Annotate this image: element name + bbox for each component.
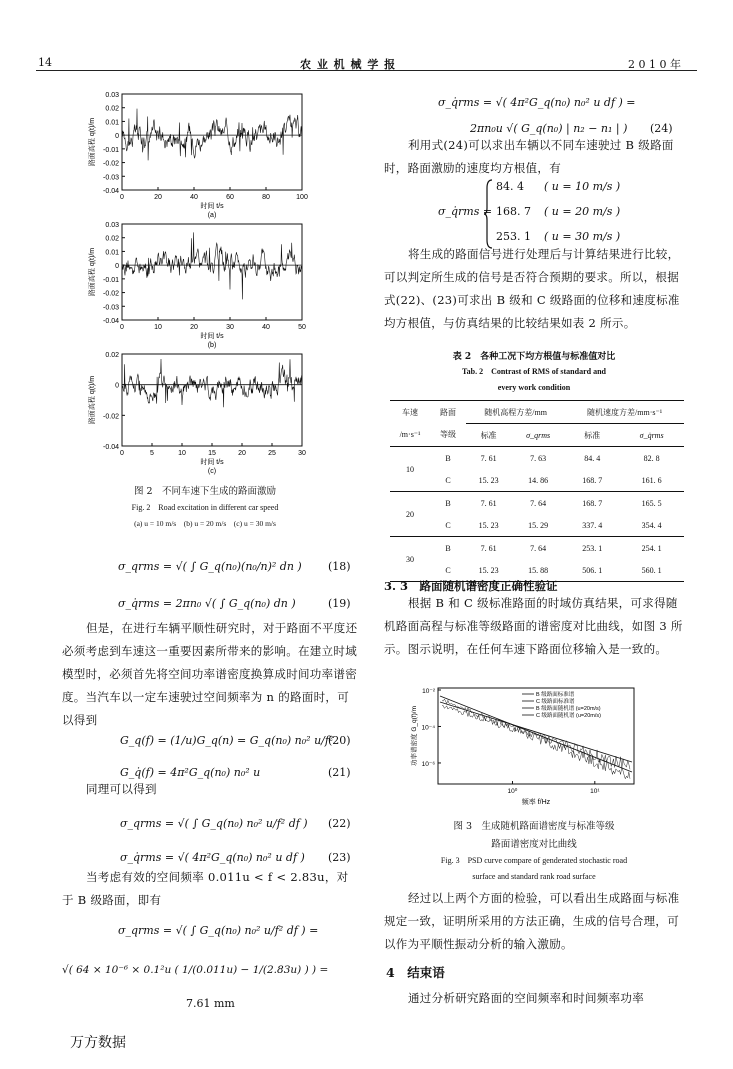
fig3-caption-en-2: surface and standard rank road surface xyxy=(472,872,596,881)
case-2-value: 168. 7 xyxy=(496,205,531,218)
table-cell: C xyxy=(445,520,451,530)
case-2-cond: ( u = 20 m/s ) xyxy=(544,205,621,218)
th-height-var: 随机高程方差/mm xyxy=(484,407,547,417)
fig3-psd-chart xyxy=(408,682,640,810)
table-cell: 7. 61 xyxy=(480,543,497,553)
cases-brace xyxy=(484,178,494,250)
table-body xyxy=(390,447,684,582)
eq-23-no: (23) xyxy=(328,851,351,864)
table-cell: 15. 23 xyxy=(478,475,499,485)
right-paragraph-2: 将生成的路面信号进行处理后与计算结果进行比较，可以判定所生成的信号是否符合预期的要求。所以，根据式(22)、(23)可求出 B 级和 C 级路面的位移和速度标准均方根值，与仿真结果的比较结果如表 2 所示。 xyxy=(384,247,680,330)
table-cell: 7. 64 xyxy=(530,498,547,508)
y-tick-label: 0.03 xyxy=(105,222,119,229)
table-cell: B xyxy=(445,498,451,508)
x-tick-label: 40 xyxy=(262,324,270,331)
y-tick-label: -0.04 xyxy=(103,318,119,325)
eq-19-no: (19) xyxy=(328,597,351,610)
eq-24-line2: 2πn₀u √( G_q(n₀) | n₂ − n₁ | ) xyxy=(470,122,628,135)
case-1-cond: ( u = 10 m/s ) xyxy=(544,180,621,193)
th-speed: 车速 xyxy=(402,407,418,417)
y-axis-label: 路面高程 q(t)/m xyxy=(89,117,96,167)
left-paragraph-1: 但是，在进行车辆平顺性研究时，对于路面不平度还必须考虑到车速这一重要因素所带来的影响。在建立时域模型时，必须首先将空间功率谱密度换算成时间功率谱密度。当汽车以一定车速驶过空间频率为 n 的路面时，可以得到 xyxy=(62,621,358,727)
y-tick-label: -0.03 xyxy=(103,304,119,312)
eq-24-line1: σ_q̇rms = √( 4π²G_q(n₀) n₀² u df ) = xyxy=(438,96,636,109)
y-tick-label: 0 xyxy=(115,382,119,390)
table-title-cn: 表 2 各种工况下均方根值与标准值对比 xyxy=(452,352,616,362)
fig3-caption-en: Fig. 3 PSD curve compare of genderated stochastic road xyxy=(440,856,628,865)
eq-24b: √( 64 × 10⁻⁶ × 0.1²u ( 1/(0.011u) − 1/(2.83u) ) ) = xyxy=(62,964,329,976)
table-cell: 15. 29 xyxy=(528,520,549,530)
fig3-caption-cn: 图 3 生成随机路面谱密度与标准等级 xyxy=(453,821,615,832)
section-4-title: 4 结束语 xyxy=(386,965,445,980)
y-tick-label: 0.01 xyxy=(105,249,119,257)
table-cell: C xyxy=(445,565,451,575)
legend-label: B 级路面随机谱 (u=20m/s) xyxy=(536,706,601,712)
x-tick-label: 10 xyxy=(154,324,162,331)
case-1-value: 84. 4 xyxy=(496,180,524,193)
y-tick-label: 10⁻⁴ xyxy=(421,724,435,732)
eq-23: σ_q̇rms = √( 4π²G_q(n₀) n₀² u df ) xyxy=(120,851,305,864)
x-tick-label: 10⁰ xyxy=(507,788,518,795)
th-road-grade: 等级 xyxy=(440,430,456,440)
x-tick-label: 10¹ xyxy=(590,788,600,795)
x-tick-label: 50 xyxy=(298,324,306,331)
th-road: 路面 xyxy=(440,407,456,417)
road-signal-line xyxy=(122,109,302,161)
x-tick-label: 40 xyxy=(190,194,198,201)
y-tick-label: 0.01 xyxy=(105,119,119,127)
table-cell: 253. 1 xyxy=(582,543,603,553)
table-cell: 7. 61 xyxy=(480,498,497,508)
th-sim-2: σ_q̇rms xyxy=(619,424,684,447)
table-cell: 7. 63 xyxy=(530,453,547,463)
table-row xyxy=(390,492,684,515)
eq-22-no: (22) xyxy=(328,817,351,830)
y-axis-label: 路面高程 q(t)/m xyxy=(89,247,96,297)
road-signal-line xyxy=(122,232,302,299)
fig2-caption-cn: 图 2 不同车速下生成的路面激励 xyxy=(133,486,277,497)
legend-label: C 级路面标准谱 xyxy=(536,699,575,705)
table-cell: 82. 8 xyxy=(643,453,660,463)
fig2-caption-subs: (a) u = 10 m/s (b) u = 20 m/s (c) u = 30 m/s xyxy=(134,519,276,528)
x-tick-label: 20 xyxy=(154,194,162,201)
table-cell: 165. 5 xyxy=(641,498,662,508)
x-axis-label: 频率 f/Hz xyxy=(521,799,551,806)
left-paragraph-3: 当考虑有效的空间频率 0.011u < f < 2.83u，对于 B 级路面，即有 xyxy=(62,870,349,907)
th-sim-1: σ_qrms xyxy=(511,424,565,447)
table-row xyxy=(390,469,684,492)
x-tick-label: 30 xyxy=(298,450,306,457)
table-cell: 7. 64 xyxy=(530,543,547,553)
fig2-caption-en: Fig. 2 Road excitation in different car speed xyxy=(131,503,279,512)
eq-19: σ_q̇rms = 2πn₀ √( ∫ G_q(n₀) dn ) xyxy=(118,597,296,610)
x-tick-label: 0 xyxy=(120,450,124,457)
eq-21-no: (21) xyxy=(328,766,351,779)
th-velocity-var: 随机速度方差/mm·s⁻¹ xyxy=(587,407,663,417)
rms-table xyxy=(390,400,684,582)
x-tick-label: 60 xyxy=(226,194,234,201)
y-tick-label: 0.02 xyxy=(105,105,119,113)
y-axis-label: 功率谱密度 G_q(f)/m xyxy=(411,706,418,766)
table-title-en: Tab. 2 Contrast of RMS of standard and xyxy=(462,367,606,376)
panel-tag: (b) xyxy=(207,342,217,349)
eq-18: σ_qrms = √( ∫ G_q(n₀)(n₀/n)² dn ) xyxy=(118,560,302,573)
case-3-cond: ( u = 30 m/s ) xyxy=(544,230,621,243)
right-paragraph-3: 根据 B 和 C 级标准路面的时域仿真结果，可求得随机路面高程与标准等级路面的谱密度对比曲线，如图 3 所示。图示说明，在任何车速下路面位移输入是一致的。 xyxy=(384,596,683,656)
th-std-2: 标准 xyxy=(565,424,619,447)
x-tick-label: 15 xyxy=(208,450,216,457)
x-axis-label: 时间 t/s xyxy=(200,459,224,466)
y-tick-label: 0 xyxy=(115,133,119,141)
y-tick-label: -0.02 xyxy=(103,290,119,298)
right-paragraph-4: 经过以上两个方面的检验，可以看出生成路面与标准规定一致，证明所采用的方法正确，生成的信号合理，可以作为平顺性振动分析的输入激励。 xyxy=(384,891,680,951)
table-cell: 7. 61 xyxy=(480,453,497,463)
y-tick-label: 0 xyxy=(115,263,119,271)
table-cell: 506. 1 xyxy=(582,565,603,575)
journal-title: 农 业 机 械 学 报 xyxy=(300,58,397,71)
fig3-caption-cn-2: 路面谱密度对比曲线 xyxy=(491,839,577,850)
eq-24a: σ_qrms = √( ∫ G_q(n₀) n₀² u/f² df ) = xyxy=(118,924,319,937)
table-cell: 168. 7 xyxy=(582,498,603,508)
x-tick-label: 10 xyxy=(178,450,186,457)
table-cell: 15. 88 xyxy=(528,565,549,575)
eq-24-no: (24) xyxy=(650,122,673,135)
x-tick-label: 5 xyxy=(150,450,154,457)
x-tick-label: 30 xyxy=(226,324,234,331)
year: 2 0 1 0 年 xyxy=(628,58,681,71)
y-tick-label: 0.03 xyxy=(105,92,119,99)
table-cell: 337. 4 xyxy=(582,520,603,530)
table-cell: 168. 7 xyxy=(582,475,603,485)
y-tick-label: -0.01 xyxy=(103,276,119,284)
table-title-en-2: every work condition xyxy=(497,383,571,392)
header-rule xyxy=(36,70,697,71)
table-cell: 254. 1 xyxy=(641,543,662,553)
left-paragraph-2: 同理可以得到 xyxy=(86,782,157,796)
table-cell: 84. 4 xyxy=(584,453,601,463)
right-paragraph-5: 通过分析研究路面的空间频率和时间频率功率 xyxy=(408,991,644,1005)
legend-label: B 级路面标准谱 xyxy=(536,692,575,698)
table-cell: 161. 6 xyxy=(641,475,662,485)
table-cell: 14. 86 xyxy=(528,475,549,485)
x-tick-label: 25 xyxy=(268,450,276,457)
y-axis-label: 路面高程 q(t)/m xyxy=(89,375,96,425)
x-tick-label: 20 xyxy=(238,450,246,457)
x-axis-label: 时间 t/s xyxy=(200,333,224,340)
eq-18-no: (18) xyxy=(328,560,351,573)
table-cell: B xyxy=(445,453,451,463)
x-tick-label: 0 xyxy=(120,324,124,331)
road-signal-line xyxy=(122,359,302,407)
case-3-value: 253. 1 xyxy=(496,230,531,243)
speed-cell: 30 xyxy=(406,554,414,564)
y-tick-label: 10⁻⁶ xyxy=(421,760,435,768)
eq-21: G_q̇(f) = 4π²G_q(n₀) n₀² u xyxy=(120,766,261,779)
eq-22: σ_qrms = √( ∫ G_q(n₀) n₀² u/f² df ) xyxy=(120,817,308,830)
legend-label: C 级路面随机谱 (u=20m/s) xyxy=(536,713,601,719)
table-row xyxy=(390,537,684,560)
y-tick-label: 0.02 xyxy=(105,352,119,359)
table-row xyxy=(390,514,684,537)
eq-24c: 7.61 mm xyxy=(186,997,235,1010)
eq-20-no: (20) xyxy=(328,734,351,747)
y-tick-label: 0.02 xyxy=(105,235,119,243)
panel-tag: (c) xyxy=(207,468,217,475)
speed-cell: 20 xyxy=(406,509,414,519)
table-cell: 354. 4 xyxy=(641,520,662,530)
x-tick-label: 0 xyxy=(120,194,124,201)
table-cell: B xyxy=(445,543,451,553)
x-axis-label: 时间 t/s xyxy=(200,203,224,210)
table-cell: 560. 1 xyxy=(641,565,662,575)
x-tick-label: 80 xyxy=(262,194,270,201)
x-tick-label: 100 xyxy=(296,194,308,201)
th-std-1: 标准 xyxy=(466,424,511,447)
page-number: 14 xyxy=(38,56,52,69)
y-tick-label: -0.02 xyxy=(103,413,119,421)
y-tick-label: -0.04 xyxy=(103,188,119,195)
y-tick-label: -0.03 xyxy=(103,174,119,182)
y-tick-label: 10⁻² xyxy=(422,688,435,695)
y-tick-label: -0.01 xyxy=(103,146,119,154)
speed-cell: 10 xyxy=(406,464,414,474)
cases-lhs: σ_q̇rms = xyxy=(438,205,493,218)
x-tick-label: 20 xyxy=(190,324,198,331)
y-tick-label: -0.02 xyxy=(103,160,119,168)
panel-tag: (a) xyxy=(207,212,217,219)
eq-20: G_q(f) = (1/u)G_q(n) = G_q(n₀) n₀² u/f² xyxy=(120,734,334,747)
th-speed-unit: /m·s⁻¹ xyxy=(399,430,421,440)
table-cell: C xyxy=(445,475,451,485)
panel-frame xyxy=(122,354,302,446)
table-row xyxy=(390,447,684,470)
table-cell: 15. 23 xyxy=(478,565,499,575)
section-3-3-title: 3. 3 路面随机谱密度正确性验证 xyxy=(384,579,558,593)
table-cell: 15. 23 xyxy=(478,520,499,530)
right-paragraph-1: 利用式(24)可以求出车辆以不同车速驶过 B 级路面时，路面激励的速度均方根值，有 xyxy=(384,138,674,175)
watermark: 万方数据 xyxy=(70,1035,126,1051)
y-tick-label: -0.04 xyxy=(103,444,119,451)
fig2-panels xyxy=(82,86,322,496)
